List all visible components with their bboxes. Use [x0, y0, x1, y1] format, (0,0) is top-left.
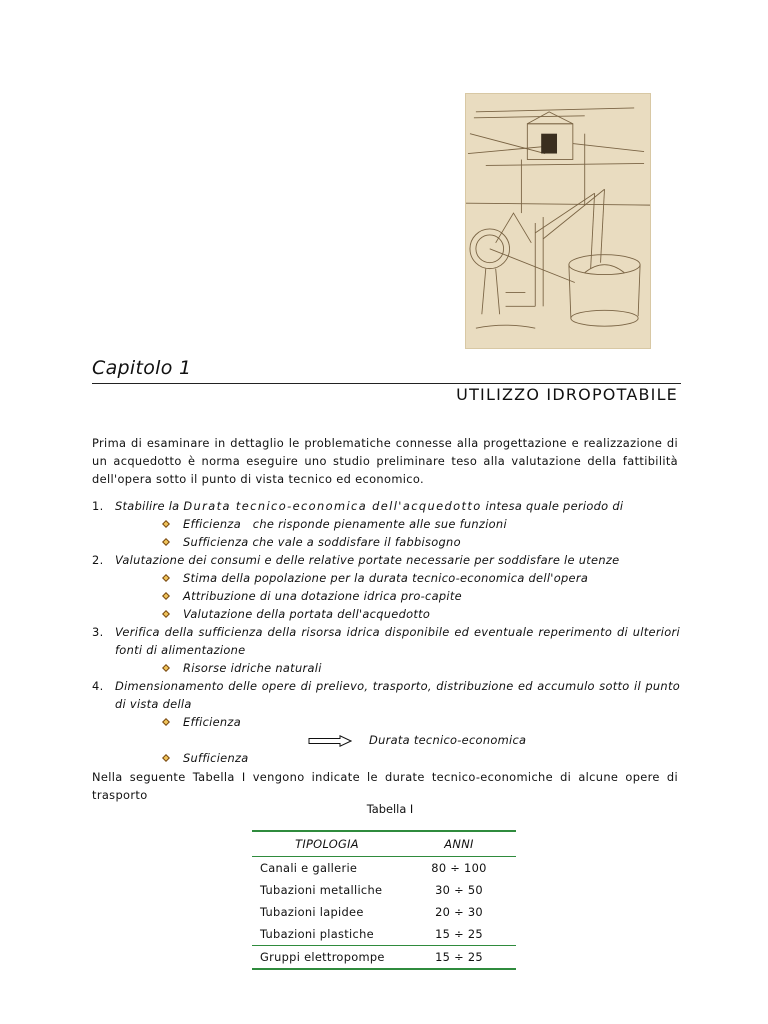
header-tipologia: TIPOLOGIA — [295, 837, 359, 851]
diamond-bullet-icon — [162, 592, 170, 600]
list-item — [92, 677, 680, 713]
table-intro-paragraph: Nella seguente Tabella I vengono indicate le durate tecnico-economiche di alcune opere di trasporto — [92, 770, 678, 802]
chapter-illustration — [465, 93, 651, 349]
diamond-bullet-icon — [162, 718, 170, 726]
list-subitem: Risorse idriche naturali — [92, 659, 680, 677]
diamond-bullet-icon — [162, 520, 170, 528]
table-row — [252, 946, 516, 968]
cell-anni: 30 ÷ 50 — [435, 883, 483, 897]
diamond-bullet-icon — [162, 538, 170, 546]
list-subitem: Stima della popolazione per la durata tecnico-economica dell'opera — [92, 569, 680, 587]
list-item-text: Verifica della sufficienza della risorsa idrica disponibile ed eventuale reperimento di ulteriori fonti di alimentazione — [115, 625, 680, 657]
list-subitem: Sufficienza che vale a soddisfare il fabbisogno — [92, 533, 680, 551]
table-header-row — [252, 832, 516, 856]
right-arrow-icon — [308, 735, 352, 747]
intro-paragraph: Prima di esaminare in dettaglio le problematiche connesse alla progettazione e realizzazione di un acquedotto è norma eseguire uno studio preliminare teso alla valutazione della fattibilità dell'opera sotto il punto di vista tecnico ed economico. — [92, 436, 678, 486]
durations-table — [252, 830, 516, 970]
diamond-bullet-icon — [162, 574, 170, 582]
cell-tipologia: Canali e gallerie — [260, 861, 358, 875]
table-row — [252, 857, 516, 879]
arrow-row — [92, 731, 680, 749]
cell-tipologia: Gruppi elettropompe — [260, 950, 385, 964]
cell-tipologia: Tubazioni lapidee — [260, 905, 364, 919]
list-item — [92, 497, 680, 515]
list-subitem: Valutazione della portata dell'acquedotto — [92, 605, 680, 623]
cell-tipologia: Tubazioni plastiche — [260, 927, 374, 941]
chapter-title: Capitolo 1 — [92, 357, 192, 379]
cell-anni: 80 ÷ 100 — [431, 861, 487, 875]
table-row — [252, 879, 516, 901]
diamond-bullet-icon — [162, 664, 170, 672]
list-number: 2 . — [92, 551, 103, 569]
cell-anni: 15 ÷ 25 — [435, 950, 483, 964]
header-anni: ANNI — [444, 837, 474, 851]
list-item — [92, 623, 680, 659]
list-subitem: Efficienza che risponde pienamente alle sue funzioni — [92, 515, 680, 533]
table-row — [252, 901, 516, 923]
list-subitem: Efficienza — [92, 713, 680, 731]
list-number: 1 . — [92, 497, 103, 515]
list-item — [92, 551, 680, 569]
list-subitem: Sufficienza — [92, 749, 680, 767]
table-row — [252, 923, 516, 945]
cell-tipologia: Tubazioni metalliche — [260, 883, 383, 897]
diamond-bullet-icon — [162, 754, 170, 762]
table-bottom-rule — [252, 968, 516, 970]
table-caption: Tabella I — [366, 802, 414, 816]
list-item-text: Dimensionamento delle opere di prelievo, trasporto, distribuzione ed accumulo sotto il punto di vista della — [115, 679, 680, 711]
arrow-label: Durata tecnico-economica — [369, 733, 527, 747]
list-number: 4 . — [92, 677, 103, 695]
list-number: 3 . — [92, 623, 103, 641]
list-subitem: Attribuzione di una dotazione idrica pro-capite — [92, 587, 680, 605]
chapter-subtitle: UTILIZZO IDROPOTABILE — [456, 385, 678, 404]
list-item-text: Valutazione dei consumi e delle relative portate necessarie per soddisfare le utenze — [115, 553, 620, 567]
steps-list — [92, 497, 680, 767]
cell-anni: 15 ÷ 25 — [435, 927, 483, 941]
chapter-divider — [92, 383, 681, 384]
diamond-bullet-icon — [162, 610, 170, 618]
list-item-text: Stabilire la Durata tecnico-economica dell'acquedotto intesa quale periodo di — [115, 499, 624, 513]
cell-anni: 20 ÷ 30 — [435, 905, 483, 919]
